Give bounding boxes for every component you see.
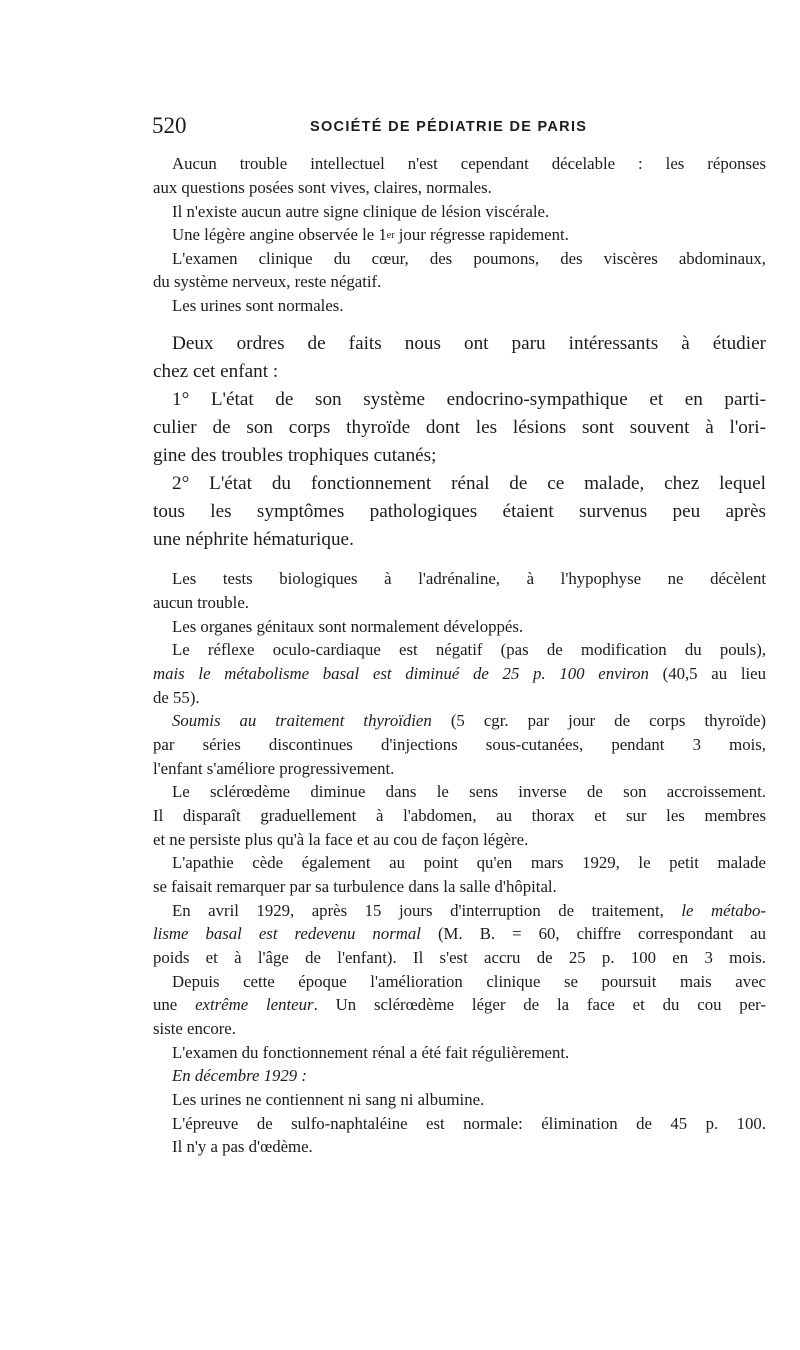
page-number: 520 [152,113,187,138]
text-line: Les tests biologiques à l'adrénaline, à l'hypophyse ne décèlent [172,569,766,588]
text-line: Une légère angine observée le 1er jour régresse rapidement. [172,225,569,244]
superscript: er [386,230,395,241]
text-line: se faisait remarquer par sa turbulence dans la salle d'hôpital. [153,877,557,896]
text-line: culier de son corps thyroïde dont les lésions sont souvent à l'ori- [153,417,766,438]
text-line: mais le métabolisme basal est diminué de 25 p. 100 environ (40,5 au lieu [153,664,766,683]
text-line: Les urines sont normales. [172,296,344,315]
text-line: une néphrite hématurique. [153,529,354,550]
text-line: siste encore. [153,1019,236,1038]
text-line: par séries discontinues d'injections sous-cutanées, pendant 3 mois, [153,735,766,754]
text-line: une extrême lenteur. Un sclérœdème léger de la face et du cou per- [153,995,766,1014]
text-line: Il n'y a pas d'œdème. [172,1137,313,1156]
text-line: aucun trouble. [153,593,249,612]
text-line: Le sclérœdème diminue dans le sens inverse de son accroissement. [172,782,766,801]
text-line: 1° L'état de son système endocrino-sympathique et en parti- [172,389,766,410]
text-line: L'examen du fonctionnement rénal a été fait régulièrement. [172,1043,570,1062]
text-line: poids et à l'âge de l'enfant). Il s'est accru de 25 p. 100 en 3 mois. [153,948,766,967]
text-line: Depuis cette époque l'amélioration clinique se poursuit mais avec [172,972,766,991]
text-line: Les urines ne contiennent ni sang ni albumine. [172,1090,485,1109]
text-line: lisme basal est redevenu normal (M. B. = 60, chiffre correspondant au [153,924,766,943]
text-line: et ne persiste plus qu'à la face et au cou de façon légère. [153,830,529,849]
text-line: L'apathie cède également au point qu'en mars 1929, le petit malade [172,853,766,872]
text-line: du système nerveux, reste négatif. [153,272,382,291]
text-line: Aucun trouble intellectuel n'est cependant décelable : les réponses [172,154,766,173]
text-line: En décembre 1929 : [172,1066,307,1085]
text-line: l'enfant s'améliore progressivement. [153,759,395,778]
text-line: Il n'existe aucun autre signe clinique de lésion viscérale. [172,202,550,221]
text-line: L'épreuve de sulfo-naphtaléine est normale: élimination de 45 p. 100. [172,1114,766,1133]
text-line: gine des troubles trophiques cutanés; [153,445,437,466]
text-line: Deux ordres de faits nous ont paru intéressants à étudier [172,333,766,354]
page-header [152,112,617,140]
text-line: chez cet enfant : [153,361,279,382]
text-line: tous les symptômes pathologiques étaient survenus peu après [153,501,766,522]
text-line: Il disparaît graduellement à l'abdomen, au thorax et sur les membres [153,806,766,825]
text-line: L'examen clinique du cœur, des poumons, des viscères abdominaux, [172,249,766,268]
text-line: Soumis au traitement thyroïdien (5 cgr. par jour de corps thyroïde) [172,711,766,730]
text-line: Le réflexe oculo-cardiaque est négatif (pas de modification du pouls), [172,640,766,659]
text-line: Les organes génitaux sont normalement développés. [172,617,524,636]
text-line: En avril 1929, après 15 jours d'interruption de traitement, le métabo- [172,901,766,920]
running-title: SOCIÉTÉ DE PÉDIATRIE DE PARIS [310,119,588,135]
text-line: aux questions posées sont vives, claires, normales. [153,178,492,197]
text-line: 2° L'état du fonctionnement rénal de ce malade, chez lequel [172,473,766,494]
text-line: de 55). [153,688,200,707]
